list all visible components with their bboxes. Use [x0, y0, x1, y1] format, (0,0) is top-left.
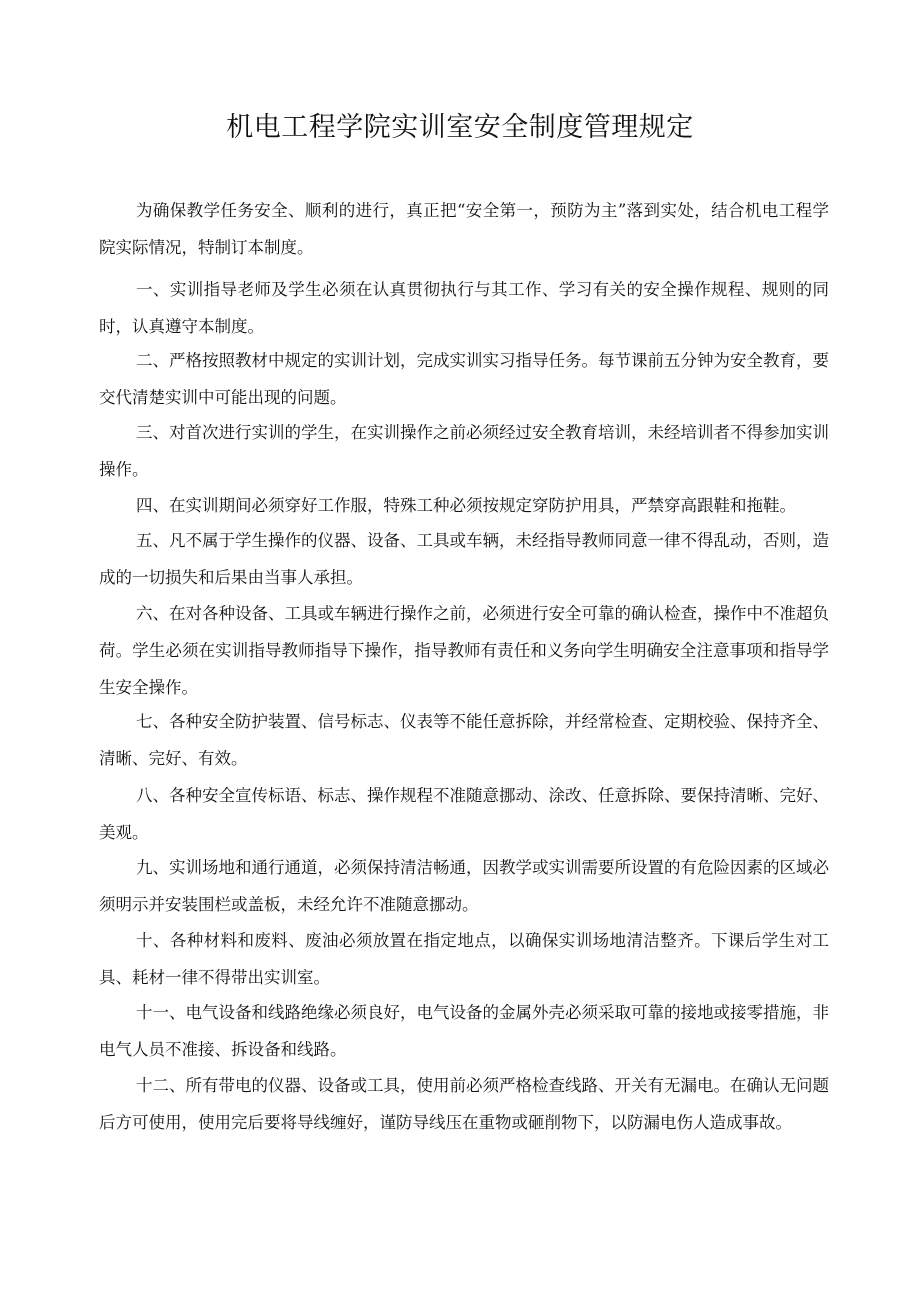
paragraph-rule-12: 十二、所有带电的仪器、设备或工具，使用前必须严格检查线路、开关有无漏电。在确认无问题后方可使用，使用完后要将导线缠好，谨防导线压在重物或砸削物下，以防漏电伤人造成事故。	[99, 1076, 829, 1132]
paragraph-rule-7: 七、各种安全防护装置、信号标志、仪表等不能任意拆除，并经常检查、定期校验、保持齐全、清晰、完好、有效。	[99, 712, 829, 768]
paragraph-rule-5: 五、凡不属于学生操作的仪器、设备、工具或车辆，未经指导教师同意一律不得乱动，否则，造成的一切损失和后果由当事人承担。	[99, 531, 829, 587]
paragraph-rule-9: 九、实训场地和通行通道，必须保持清洁畅通，因教学或实训需要所设置的有危险因素的区域必须明示并安装围栏或盖板，未经允许不准随意挪动。	[99, 858, 829, 914]
paragraph-rule-3: 三、对首次进行实训的学生，在实训操作之前必须经过安全教育培训，未经培训者不得参加实训操作。	[99, 423, 829, 479]
paragraph-intro: 为确保教学任务安全、顺利的进行，真正把“安全第一，预防为主”落到实处，结合机电工程学院实际情况，特制订本制度。	[99, 201, 829, 257]
paragraph-rule-11: 十一、电气设备和线路绝缘必须良好，电气设备的金属外壳必须采取可靠的接地或接零措施，非电气人员不准接、拆设备和线路。	[99, 1003, 829, 1059]
paragraph-rule-8: 八、各种安全宣传标语、标志、操作规程不准随意挪动、涂改、任意拆除、要保持清晰、完好、美观。	[99, 786, 829, 842]
paragraph-rule-6: 六、在对各种设备、工具或车辆进行操作之前，必须进行安全可靠的确认检查，操作中不准超负荷。学生必须在实训指导教师指导下操作，指导教师有责任和义务向学生明确安全注意事项和指导学生安全操作。	[99, 604, 829, 697]
paragraph-rule-10: 十、各种材料和废料、废油必须放置在指定地点，以确保实训场地清洁整齐。下课后学生对工具、耗材一律不得带出实训室。	[99, 931, 829, 987]
paragraph-rule-1: 一、实训指导老师及学生必须在认真贯彻执行与其工作、学习有关的安全操作规程、规则的同时，认真遵守本制度。	[99, 280, 829, 336]
paragraph-rule-4: 四、在实训期间必须穿好工作服，特殊工种必须按规定穿防护用具，严禁穿高跟鞋和拖鞋。	[136, 496, 796, 515]
page-title: 机电工程学院实训室安全制度管理规定	[226, 112, 694, 143]
paragraph-rule-2: 二、严格按照教材中规定的实训计划，完成实训实习指导任务。每节课前五分钟为安全教育，要交代清楚实训中可能出现的问题。	[99, 351, 829, 407]
